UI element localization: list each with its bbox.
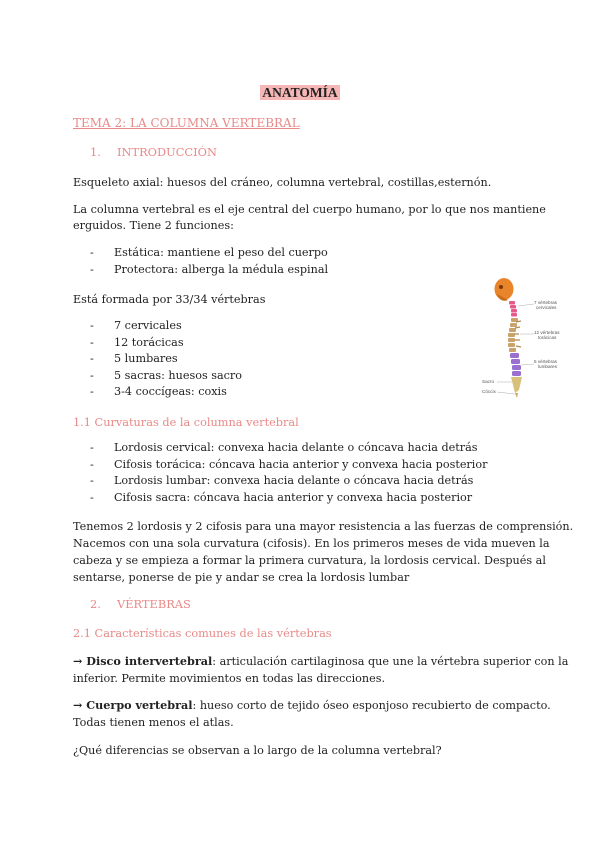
paragraph-line: Tenemos 2 lordosis y 2 cifosis para una mayor resistencia a las fuerzas de comprensión.: [73, 520, 574, 533]
list-item: - 12 torácicas: [90, 335, 242, 352]
paragraph-line: Nacemos con una sola curvatura (cifosis). En los primeros meses de vida mueven la: [73, 537, 550, 550]
label-sacro: Sacro: [482, 379, 495, 384]
paragraph-axial: Esqueleto axial: huesos del cráneo, columna vertebral, costillas,esternón.: [73, 176, 492, 189]
list-item: - Protectora: alberga la médula espinal: [90, 262, 328, 279]
lumbar-vertebrae: [510, 353, 521, 376]
list-item: - 7 cervicales: [90, 318, 242, 335]
label-thoracic-line-2: torácicas: [538, 335, 557, 340]
section-number: 2.: [90, 597, 101, 611]
list-item: - Cifosis sacra: cóncava hacia anterior y convexa hacia posterior: [90, 490, 487, 507]
topic-title: TEMA 2: LA COLUMNA VERTEBRAL: [73, 116, 300, 130]
list-item: - Lordosis cervical: convexa hacia delante o cóncava hacia detrás: [90, 440, 487, 457]
label-lumbar-line-1: 5 vértebras: [534, 359, 557, 364]
curvatures-list: [90, 440, 487, 506]
paragraph-column-line-2: erguidos. Tiene 2 funciones:: [73, 219, 234, 232]
list-item: - 5 lumbares: [90, 351, 242, 368]
label-cervical-line-1: 7 vértebras: [534, 300, 557, 305]
spine-illustration: [480, 272, 592, 400]
list-item: - Estática: mantiene el peso del cuerpo: [90, 245, 328, 262]
label-cervical-line-2: cervicales: [536, 305, 557, 310]
page-title: [0, 85, 600, 101]
section-label: INTRODUCCIÓN: [117, 145, 217, 159]
list-item: - 3-4 coccígeas: coxis: [90, 384, 242, 401]
skull-icon: [495, 278, 514, 300]
paragraph-line: cabeza y se empieza a formar la primera curvatura, la lordosis cervical. Después al: [73, 554, 546, 567]
section-label: VÉRTEBRAS: [117, 597, 191, 611]
paragraph-vertebrae-count: Está formada por 33/34 vértebras: [73, 293, 266, 306]
label-thoracic-line-1: 12 vértebras: [534, 330, 560, 335]
section-number: 1.: [90, 145, 101, 159]
list-item: - Cifosis torácica: cóncava hacia anterior y convexa hacia posterior: [90, 457, 487, 474]
paragraph-column-line-1: La columna vertebral es el eje central del cuerpo humano, por lo que nos mantiene: [73, 203, 546, 216]
coccyx-shape: [515, 393, 518, 398]
functions-list: [90, 245, 328, 278]
paragraph-disco: → Disco intervertebral: articulación cartilaginosa que une la vértebra superior con la inferior. Permite movimientos en todas las direcciones.: [73, 654, 569, 685]
question-text: ¿Qué diferencias se observan a lo largo de la columna vertebral?: [73, 744, 442, 757]
sacrum-shape: [511, 377, 522, 393]
list-item: - 5 sacras: huesos sacro: [90, 368, 242, 385]
subject-title: ANATOMÍA: [262, 85, 338, 100]
cervical-vertebrae: [509, 301, 517, 317]
section-1-heading: [90, 144, 217, 161]
vertebrae-list: [90, 318, 242, 401]
list-item: - Lordosis lumbar: convexa hacia delante o cóncava hacia detrás: [90, 473, 487, 490]
paragraph-cuerpo: → Cuerpo vertebral: hueso corto de tejido óseo esponjoso recubierto de compacto. Todas tienen menos el atlas.: [73, 698, 551, 729]
section-1-1-heading: 1.1 Curvaturas de la columna vertebral: [73, 416, 299, 429]
section-2-1-heading: 2.1 Características comunes de las vértebras: [73, 627, 332, 640]
term-disco: → Disco intervertebral: [73, 654, 213, 668]
term-cuerpo: → Cuerpo vertebral: [73, 698, 193, 712]
section-2-heading: [90, 596, 191, 613]
label-lumbar-line-2: lumbares: [538, 364, 557, 369]
paragraph-line: sentarse, ponerse de pie y andar se crea la lordosis lumbar: [73, 571, 410, 584]
thoracic-vertebrae: [508, 318, 521, 352]
paragraph-curvatures: [73, 518, 573, 586]
label-coxis: Cóccix: [482, 389, 496, 394]
